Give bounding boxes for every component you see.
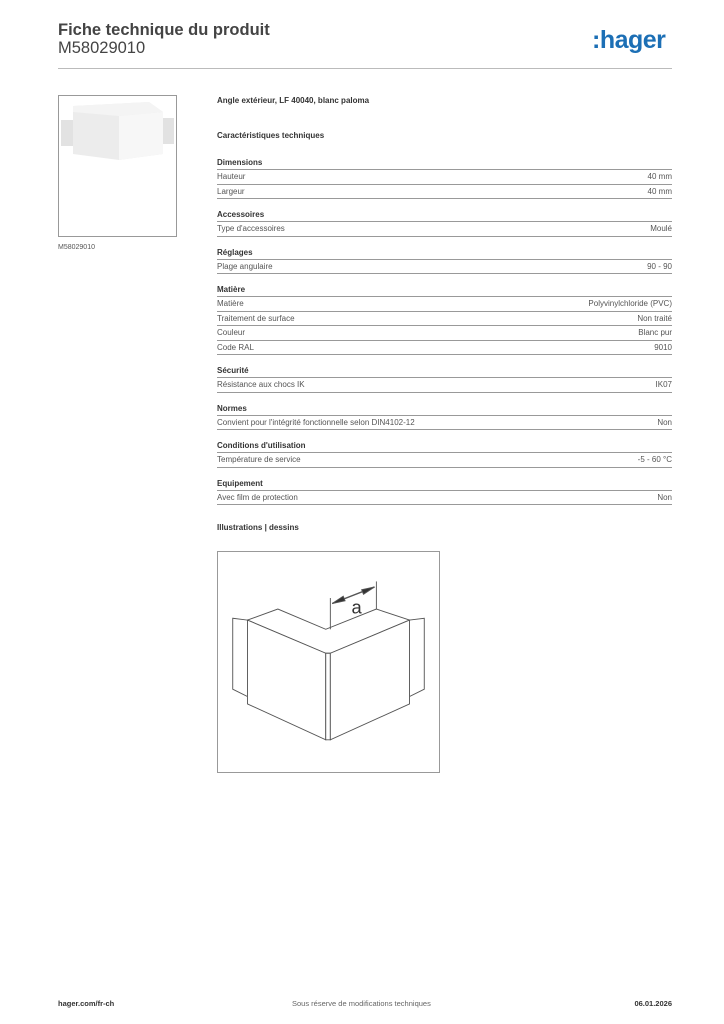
page-title: Fiche technique du produit (58, 21, 270, 39)
spec-row (217, 170, 672, 185)
illustrations-heading: Illustrations | dessins (217, 523, 299, 532)
spec-row (217, 453, 672, 468)
spec-label: Température de service (217, 455, 301, 464)
spec-value: Blanc pur (638, 328, 672, 337)
spec-row (217, 222, 672, 237)
tech-heading: Caractéristiques techniques (217, 131, 325, 140)
spec-section (217, 477, 672, 506)
spec-value: 9010 (654, 342, 672, 352)
section-title: Matière (217, 283, 672, 297)
spec-value: Non (657, 492, 672, 502)
spec-label: Largeur (217, 186, 245, 196)
spec-label: Résistance aux chocs IK (217, 380, 305, 389)
spec-value: Non (657, 417, 672, 427)
spec-label: Hauteur (217, 172, 246, 181)
spec-label: Traitement de surface (217, 313, 295, 323)
product-image (58, 95, 177, 237)
spec-value: Moulé (650, 224, 672, 233)
spec-value: Non traité (637, 313, 672, 323)
hager-logo: :hager (592, 26, 666, 54)
spec-label: Code RAL (217, 342, 254, 352)
image-caption: M58029010 (58, 244, 95, 251)
product-description: Angle extérieur, LF 40040, blanc paloma (217, 96, 370, 105)
section-title: Sécurité (217, 364, 672, 378)
footer-website[interactable]: hager.com/fr-ch (58, 999, 115, 1008)
spec-value: -5 - 60 °C (637, 455, 672, 464)
dimension-label: a (351, 596, 362, 618)
spec-label: Matière (217, 299, 244, 308)
spec-row (217, 297, 672, 312)
spec-row (217, 378, 672, 393)
dimension-drawing (217, 551, 440, 773)
spec-row (217, 416, 672, 431)
part-number: M58029010 (58, 39, 146, 57)
footer-disclaimer: Sous réserve de modifications techniques (292, 999, 431, 1008)
header-divider (58, 68, 672, 69)
section-title: Equipement (217, 477, 672, 491)
spec-value: IK07 (655, 380, 672, 389)
spec-row (217, 185, 672, 200)
spec-section (217, 439, 672, 468)
spec-row (217, 326, 672, 341)
spec-label: Avec film de protection (217, 492, 298, 502)
spec-value: Polyvinylchloride (PVC) (588, 299, 672, 308)
spec-column (217, 96, 672, 532)
spec-value: 90 - 90 (647, 261, 672, 271)
section-title: Accessoires (217, 208, 672, 222)
section-title: Normes (217, 402, 672, 416)
spec-section (217, 364, 672, 393)
spec-label: Convient pour l'intégrité fonctionnelle selon DIN4102-12 (217, 417, 415, 427)
spec-row (217, 491, 672, 506)
spec-label: Type d'accessoires (217, 224, 285, 233)
spec-label: Plage angulaire (217, 261, 273, 271)
spec-value: 40 mm (647, 186, 672, 196)
spec-sections (217, 156, 672, 505)
spec-label: Couleur (217, 328, 246, 337)
spec-section (217, 208, 672, 237)
section-title: Réglages (217, 246, 672, 260)
section-title: Conditions d'utilisation (217, 439, 672, 453)
spec-row (217, 341, 672, 356)
section-title: Dimensions (217, 156, 672, 170)
spec-section (217, 156, 672, 199)
footer-date: 06.01.2026 (634, 999, 672, 1008)
spec-row (217, 312, 672, 327)
spec-section (217, 246, 672, 275)
spec-row (217, 260, 672, 275)
spec-section (217, 402, 672, 431)
spec-value: 40 mm (647, 172, 672, 181)
spec-section (217, 283, 672, 355)
